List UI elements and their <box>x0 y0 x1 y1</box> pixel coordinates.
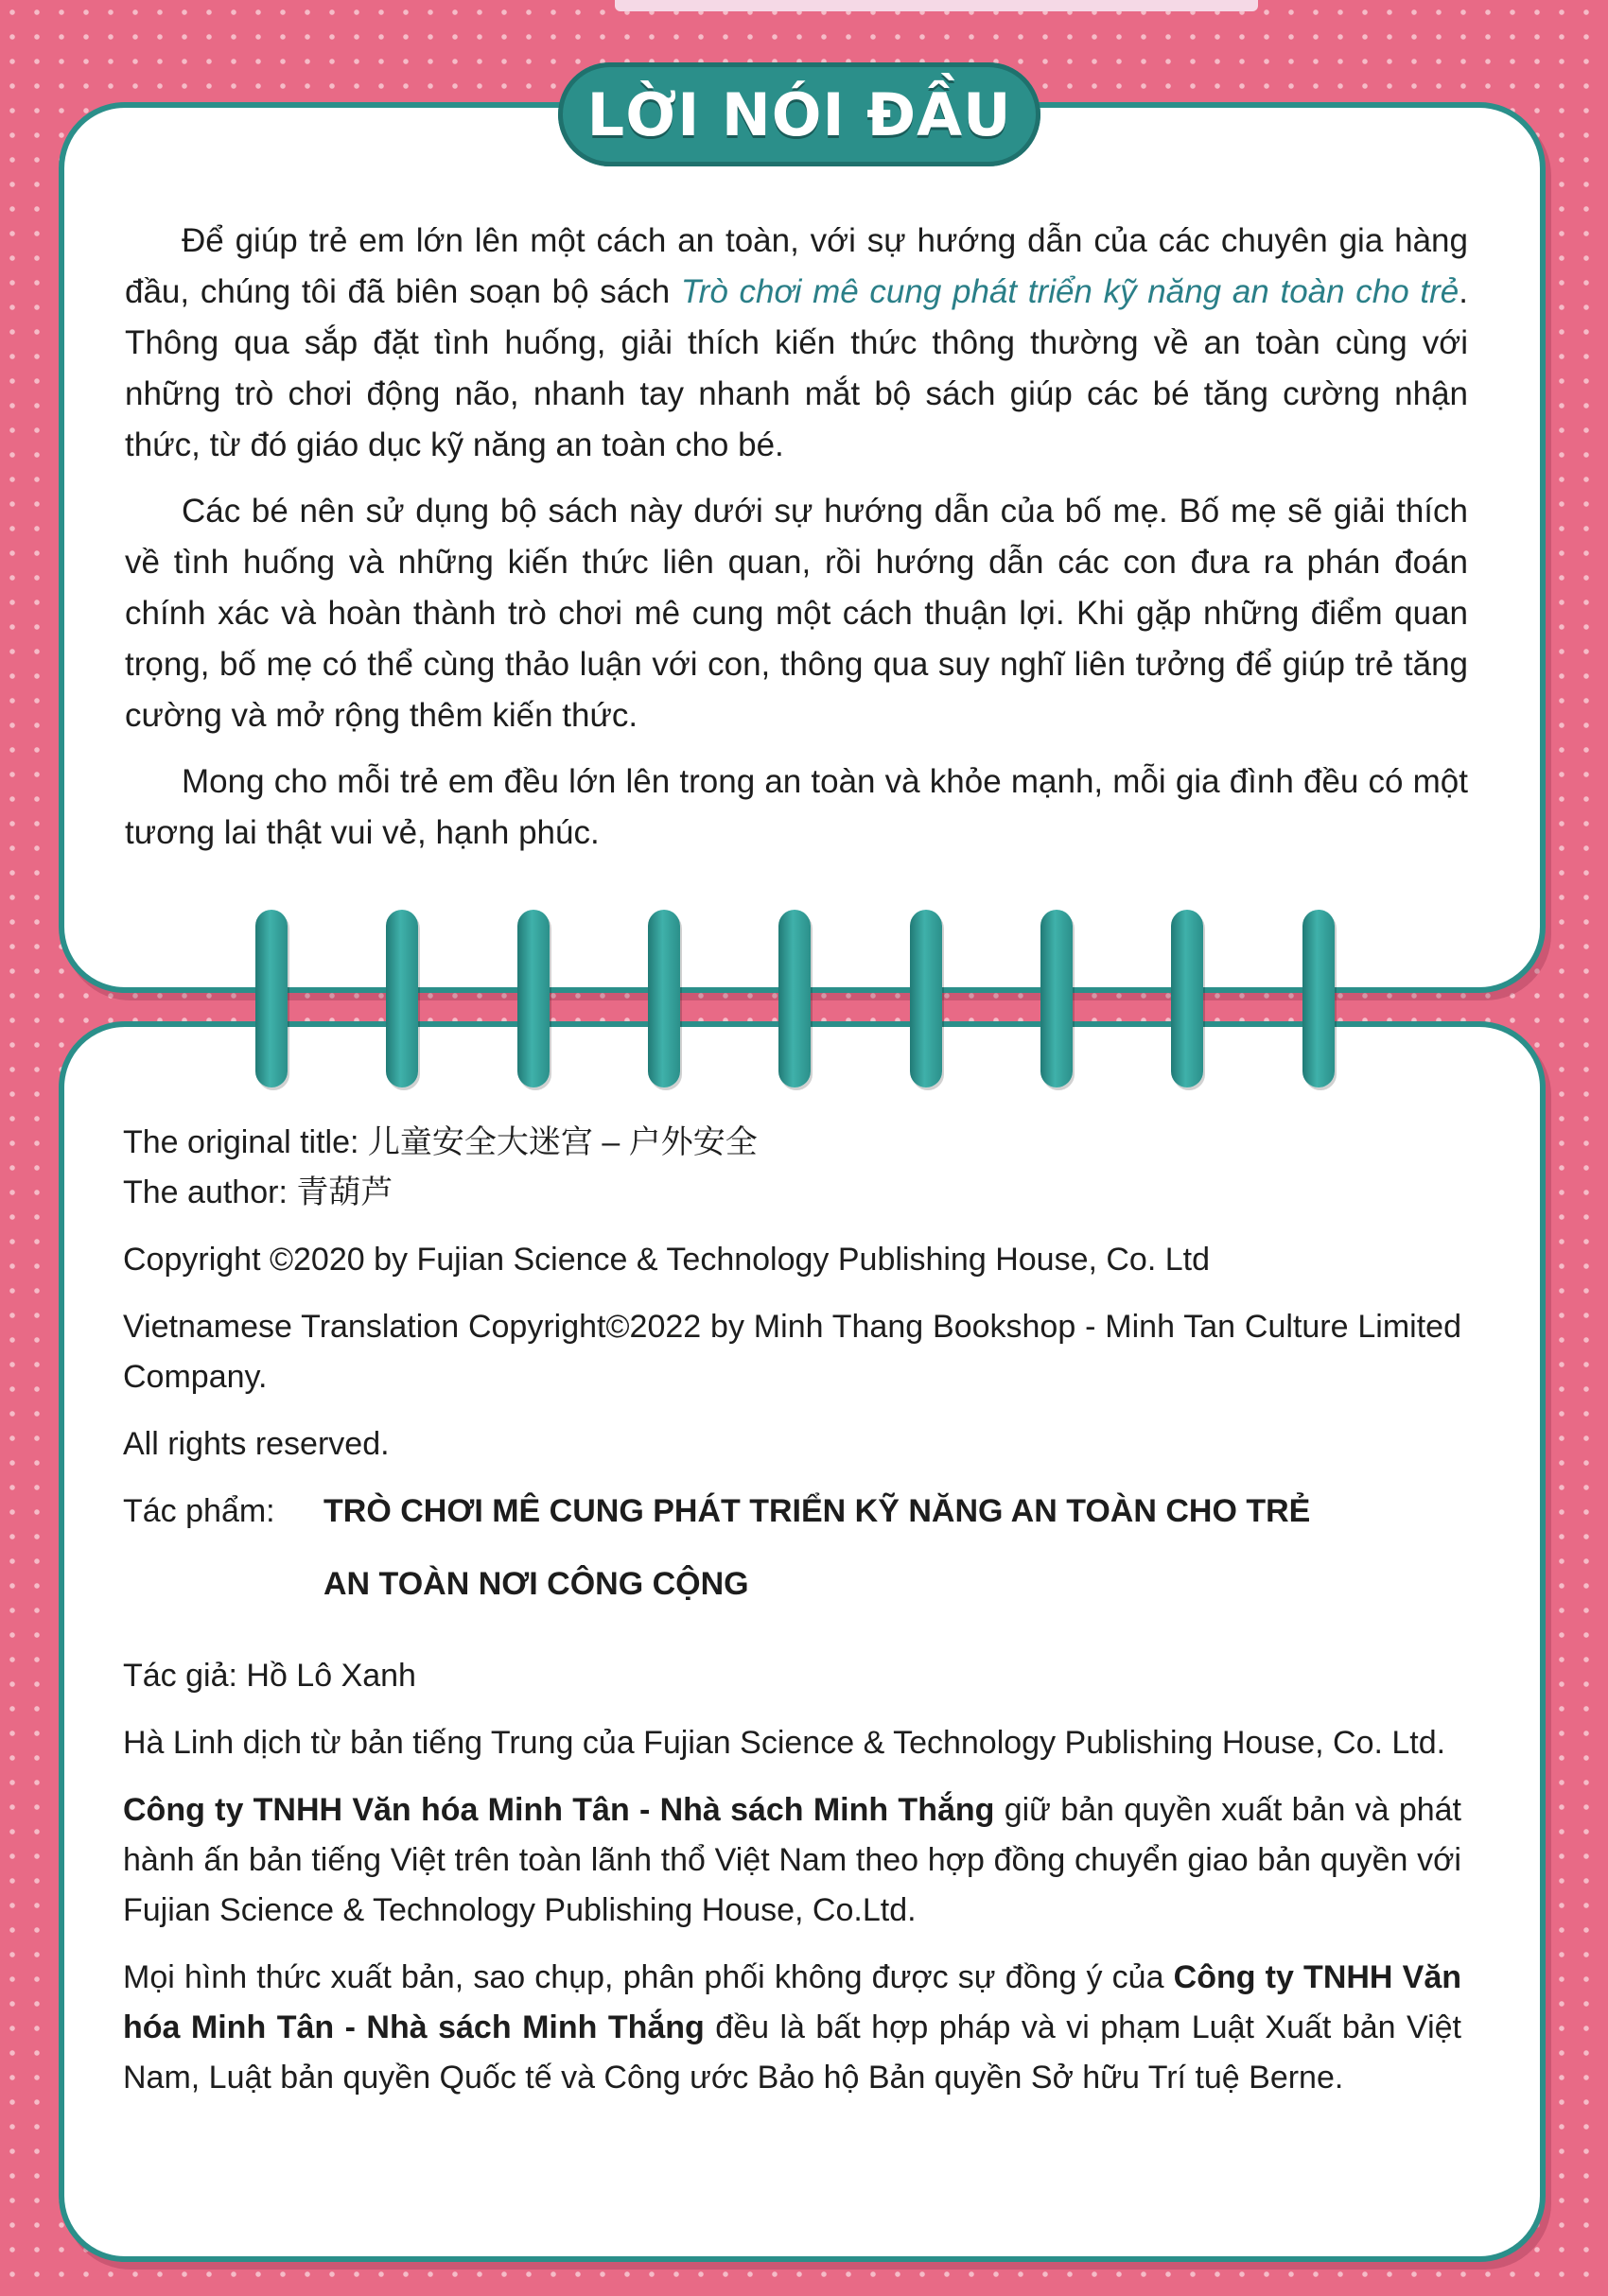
work-label: Tác phẩm: <box>123 1493 275 1529</box>
legal-notice <box>123 1953 1461 2103</box>
publisher-name: Công ty TNHH Văn hóa Minh Tân - Nhà sách Minh Thắng <box>123 1959 1461 2045</box>
preface-paragraph-1 <box>125 216 1468 471</box>
original-author: The author: 青葫芦 <box>123 1174 393 1210</box>
copyright-line: Copyright ©2020 by Fujian Science & Technology Publishing House, Co. Ltd <box>123 1242 1210 1278</box>
work-title-block <box>123 1487 1461 1632</box>
original-title: The original title: 儿童安全大迷宫 – 户外安全 <box>123 1124 758 1160</box>
preface-text-run: . Thông qua sắp đặt tình huống, giải thích kiến thức thông thường về an toàn cùng với những trò chơi động não, nhanh tay nhanh mắt bộ sách giúp các bé tăng cường nhận thức, từ đó giáo dục kỹ năng an toàn cho bé. <box>125 273 1468 463</box>
top-tab-strip <box>615 0 1258 11</box>
title-badge <box>558 62 1040 166</box>
vietnamese-author: Tác giả: Hồ Lô Xanh <box>123 1658 416 1694</box>
rights-reserved: All rights reserved. <box>123 1426 390 1462</box>
legal-text-run: đều là bất hợp pháp và vi phạm Luật Xuất bản Việt Nam, Luật bản quyền Quốc tế và Công ước Bảo hộ Bản quyền Sở hữu Trí tuệ Berne. <box>123 2009 1461 2096</box>
work-title-line-2: AN TOÀN NƠI CÔNG CỘNG <box>323 1566 749 1602</box>
translator-credit: Hà Linh dịch từ bản tiếng Trung của Fujian Science & Technology Publishing House, Co. Ltd. <box>123 1725 1446 1761</box>
publisher-name: Công ty TNHH Văn hóa Minh Tân - Nhà sách Minh Thắng <box>123 1792 995 1828</box>
preface-text-run: Để giúp trẻ em lớn lên một cách an toàn, với sự hướng dẫn của các chuyên gia hàng đầu, chúng tôi đã biên soạn bộ sách <box>125 222 1468 310</box>
publication-info <box>123 1118 1461 2120</box>
preface-paragraph-3: Mong cho mỗi trẻ em đều lớn lên trong an toàn và khỏe mạnh, mỗi gia đình đều có một tương lai thật vui vẻ, hạnh phúc. <box>125 763 1468 851</box>
vietnamese-copyright: Vietnamese Translation Copyright©2022 by Minh Thang Bookshop - Minh Tan Culture Limited Company. <box>123 1309 1461 1395</box>
preface-text <box>125 216 1468 874</box>
series-title: Trò chơi mê cung phát triển kỹ năng an toàn cho trẻ <box>680 273 1459 310</box>
work-title-line-1: TRÒ CHƠI MÊ CUNG PHÁT TRIỂN KỸ NĂNG AN TOÀN CHO TRẺ <box>323 1493 1311 1529</box>
page-title: LỜI NÓI ĐẦU <box>586 79 1012 149</box>
rights-holder-text: giữ bản quyền xuất bản và phát hành ấn bản tiếng Việt trên toàn lãnh thổ Việt Nam theo hợp đồng chuyển giao bản quyền với Fujian Science & Technology Publishing House, Co.Ltd. <box>123 1792 1461 1928</box>
rights-holder-paragraph <box>123 1785 1461 1936</box>
legal-text-run: Mọi hình thức xuất bản, sao chụp, phân phối không được sự đồng ý của <box>123 1959 1174 1995</box>
preface-paragraph-2: Các bé nên sử dụng bộ sách này dưới sự hướng dẫn của bố mẹ. Bố mẹ sẽ giải thích về tình huống và những kiến thức liên quan, rồi hướng dẫn các con đưa ra phán đoán chính xác và hoàn thành trò chơi mê cung một cách thuận lợi. Khi gặp những điểm quan trọng, bố mẹ có thể cùng thảo luận với con, thông qua suy nghĩ liên tưởng để giúp trẻ tăng cường và mở rộng thêm kiến thức. <box>125 493 1468 734</box>
